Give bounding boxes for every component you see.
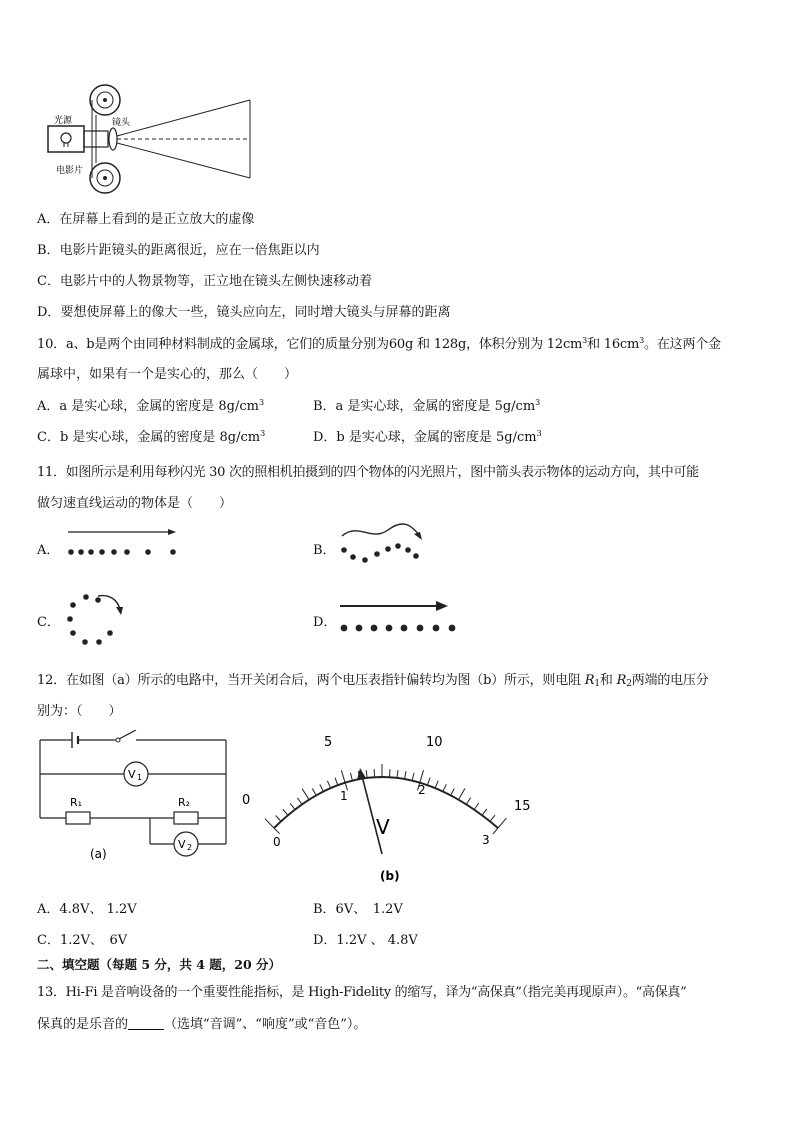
q13-stem-line1: 13．Hi-Fi 是音响设备的一个重要性能指标，是 High-Fidelity 的缩写，译为“高保真”（指完美再现原声）。“高保真” <box>37 985 687 1000</box>
dial-tick <box>443 784 446 791</box>
q12-stem-line2: 别为：（ ） <box>37 704 122 719</box>
dial-tick <box>374 769 375 777</box>
q9-option-d: D．要想使屏幕上的像大一些，镜头应向左，同时增大镜头与屏幕的距离 <box>37 305 451 320</box>
upper-tick-0: 0 <box>242 793 251 808</box>
film-label: 电影片 <box>56 166 84 176</box>
circuit-caption: (a) <box>90 847 107 861</box>
q11-figure-c <box>62 588 132 650</box>
q12-option-a: A．4.8V、 1.2V <box>37 902 137 917</box>
switch <box>119 730 136 739</box>
lens <box>109 128 117 150</box>
q10-stem-line1: 10．a、b是两个由同种材料制成的金属球，它们的质量分别为60g 和 128g，体积分别为 $12cm^3$和 $16cm^3$。在这两个金 <box>37 336 721 352</box>
lens-label: 镜头 <box>112 118 131 128</box>
light-source-label: 光源 <box>54 116 73 126</box>
lower-tick-2: 2 <box>418 783 426 797</box>
dial-tick <box>302 789 309 800</box>
svg-text:1: 1 <box>137 773 143 782</box>
q12-option-c: C．1.2V、 6V <box>37 933 128 948</box>
section-title: 二、填空题（每题 5 分，共 4 题，20 分） <box>37 957 282 972</box>
dial-unit: V <box>376 815 390 839</box>
dial-tick <box>297 798 302 805</box>
dial-tick <box>420 770 424 783</box>
upper-tick-5: 5 <box>324 735 333 750</box>
dial-tick <box>397 770 398 778</box>
resistor-r2 <box>174 812 198 824</box>
dial-tick <box>283 809 288 815</box>
dial-tick <box>498 818 506 828</box>
q11-label-c: C． <box>37 615 60 630</box>
q13-stem-line2: 保真的是乐音的 （选填“音调”、“响度”或“音色”）。 <box>37 1017 367 1032</box>
dial-tick <box>466 798 470 805</box>
lower-tick-0: 0 <box>273 835 281 849</box>
dial-tick <box>474 803 479 810</box>
q10-option-d: D．b 是实心球，金属的密度是 $5g/cm^3$ <box>313 429 542 445</box>
dial-tick <box>405 771 406 779</box>
dial-tick-inner <box>274 828 280 834</box>
dial-tick <box>451 788 455 795</box>
q11-label-d: D． <box>313 615 337 630</box>
svg-text:R₂: R₂ <box>178 796 191 809</box>
q11-label-a: A． <box>37 543 60 558</box>
dial-tick <box>366 770 367 778</box>
q10-option-b: B．a 是实心球，金属的密度是 $5g/cm^3$ <box>313 398 541 414</box>
dial-tick <box>490 815 495 821</box>
dial-tick <box>435 781 438 788</box>
q10-option-c: C．b 是实心球，金属的密度是 $8g/cm^3$ <box>37 429 266 445</box>
upper-tick-15: 15 <box>514 799 531 814</box>
answer-blank[interactable] <box>128 1017 164 1030</box>
q10-stem-line2: 属球中，如果有一个是实心的，那么（ ） <box>37 367 298 382</box>
dial-tick <box>390 769 391 777</box>
dial-tick <box>312 788 316 795</box>
dial-tick <box>335 778 338 786</box>
svg-text:R₁: R₁ <box>70 796 83 809</box>
upper-tick-10: 10 <box>426 735 443 750</box>
q11-figure-d <box>338 596 463 636</box>
lower-reel <box>90 163 120 193</box>
q12-option-b: B．6V、 1.2V <box>313 902 403 917</box>
q10-option-a: A．a 是实心球，金属的密度是 $8g/cm^3$ <box>37 398 265 414</box>
dial-tick <box>341 770 345 782</box>
lower-tick-1: 1 <box>340 789 348 803</box>
q9-option-c: C．电影片中的人物景物等，正立地在镜头左侧快速移动着 <box>37 274 372 289</box>
dial-tick <box>351 773 353 781</box>
q12-stem-line1: 12．在如图（a）所示的电路中，当开关闭合后，两个电压表指针偏转均为图（b）所示，则电阻 $R_1$和 $R_2$两端的电压分 <box>37 673 709 689</box>
svg-text:2: 2 <box>187 843 193 852</box>
lower-tick-3: 3 <box>482 833 490 847</box>
q11-stem-line2: 做匀速直线运动的物体是（ ） <box>37 496 233 511</box>
dial-tick <box>482 809 487 815</box>
q11-label-b: B． <box>313 543 336 558</box>
light-source-box <box>48 126 84 152</box>
q11-stem-line1: 11．如图所示是利用每秒闪光 30 次的照相机拍摄到的四个物体的闪光照片，图中箭头表示物体的运动方向，其中可能 <box>37 465 699 480</box>
circuit-diagram <box>34 730 234 862</box>
dial-tick <box>327 781 330 788</box>
projector-figure <box>40 80 260 200</box>
dial-tick <box>458 788 465 799</box>
upper-reel <box>90 85 120 115</box>
q9-option-a: A．在屏幕上看到的是正立放大的虚像 <box>37 212 255 227</box>
voltmeter-dial <box>236 728 542 886</box>
dial-tick-inner <box>493 828 498 834</box>
q11-figure-a <box>64 524 184 560</box>
dial-tick <box>265 819 274 828</box>
q9-option-b: B．电影片距镜头的距离很近，应在一倍焦距以内 <box>37 243 320 258</box>
resistor-r1 <box>66 812 90 824</box>
svg-text:V: V <box>128 768 136 781</box>
dial-caption: (b) <box>380 869 400 883</box>
dial-tick <box>427 778 430 786</box>
dial-tick <box>412 773 414 781</box>
dial-tick <box>290 803 295 809</box>
q11-figure-b <box>336 520 426 570</box>
q12-option-d: D．1.2V 、 4.8V <box>313 933 418 948</box>
dial-tick <box>320 784 324 791</box>
dial-tick <box>276 816 281 822</box>
svg-text:V: V <box>178 838 186 851</box>
